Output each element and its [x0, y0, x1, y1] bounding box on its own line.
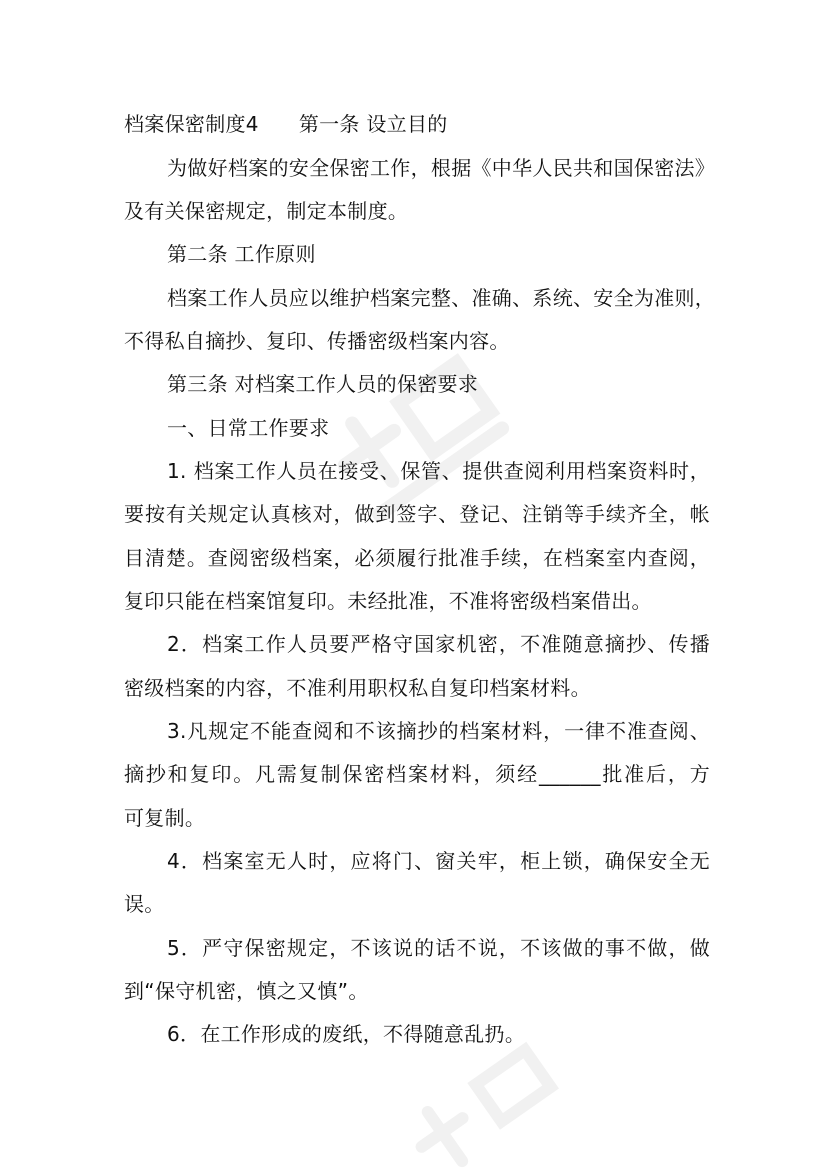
paragraph-line: 为做好档案的安全保密工作，根据《中华人民共和国保密法》	[167, 156, 716, 180]
article-3-heading: 第三条 对档案工作人员的保密要求	[167, 372, 479, 396]
paragraph-line: 目清楚。查阅密级档案，必须履行批准手续，在档案室内查阅，	[124, 546, 710, 570]
title-line	[124, 111, 710, 137]
paragraph-line: 密级档案的内容，不准利用职权私自复印档案材料。	[124, 676, 591, 700]
watermark-stamp-bottom	[390, 1040, 590, 1170]
document-title: 档案保密制度4	[124, 112, 259, 136]
paragraph-line: 4．档案室无人时，应将门、窗关牢，柜上锁，确保安全无	[167, 849, 710, 873]
paragraph-line: 复印只能在档案馆复印。未经批准，不准将密级档案借出。	[124, 589, 652, 613]
paragraph-line: 档案工作人员应以维护档案完整、准确、系统、安全为准则，	[167, 286, 716, 310]
paragraph-line: 6．在工作形成的废纸，不得随意乱扔。	[167, 1022, 526, 1046]
paragraph-line: 2．档案工作人员要严格守国家机密，不准随意摘抄、传播	[167, 632, 710, 656]
paragraph-line: 1. 档案工作人员在接受、保管、提供查阅利用档案资料时，	[167, 459, 710, 483]
paragraph-line: 误。	[124, 892, 165, 916]
paragraph-line: 及有关保密规定，制定本制度。	[124, 199, 409, 223]
paragraph-line: 不得私自摘抄、复印、传播密级档案内容。	[124, 329, 510, 353]
paragraph-line: 可复制。	[124, 806, 206, 830]
paragraph-line: 要按有关规定认真核对，做到签字、登记、注销等手续齐全，帐	[124, 502, 710, 526]
paragraph-line: 摘抄和复印。凡需复制保密档案材料，须经______批准后，方	[124, 762, 710, 786]
paragraph-line: 到“保守机密，慎之又慎”。	[124, 979, 369, 1003]
article-1-heading: 第一条 设立目的	[298, 112, 448, 136]
section-heading: 一、日常工作要求	[167, 416, 330, 440]
paragraph-line: 3.凡规定不能查阅和不该摘抄的档案材料，一律不准查阅、	[167, 719, 710, 743]
article-2-heading: 第二条 工作原则	[167, 242, 316, 266]
paragraph-line: 5．严守保密规定，不该说的话不说，不该做的事不做，做	[167, 936, 710, 960]
